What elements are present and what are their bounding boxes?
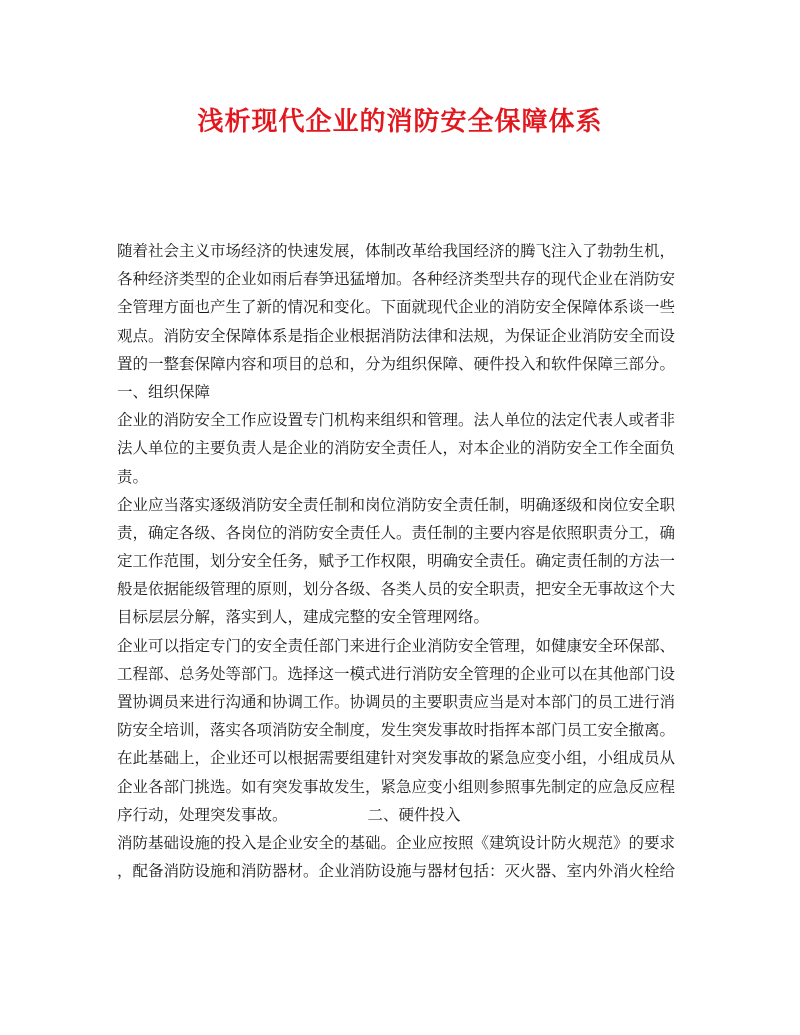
- section-heading-1: 一、组织保障: [117, 382, 211, 401]
- text-line: 防安全培训，落实各项消防安全制度，发生突发事故时指挥本部门员工安全撤离。: [117, 721, 676, 740]
- document-title: 浅析现代企业的消防安全保障体系: [197, 107, 603, 137]
- section-heading-2: 二、硬件投入: [367, 805, 461, 824]
- text-line: 消防基础设施的投入是企业安全的基础。企业应按照《建筑设计防火规范》的要求: [117, 833, 676, 852]
- text-line-with-heading: [117, 801, 689, 829]
- text-line: 工程部、总务处等部门。选择这一模式进行消防安全管理的企业可以在其他部门设: [117, 664, 676, 683]
- text-line: 置协调员来进行沟通和协调工作。协调员的主要职责应当是对本部门的员工进行消: [117, 693, 676, 711]
- text-line: 企业可以指定专门的安全责任部门来进行企业消防安全管理，如健康安全环保部、: [117, 636, 676, 655]
- document-body: [117, 237, 689, 885]
- text-line: 置的一整套保障内容和项目的总和，分为组织保障、硬件投入和软件保障三部分。: [117, 354, 676, 373]
- text-line: 观点。消防安全保障体系是指企业根据消防法律和法规，为保证企业消防安全而设: [117, 326, 676, 345]
- text-line: 全管理方面也产生了新的情况和变化。下面就现代企业的消防安全保障体系谈一些: [117, 298, 676, 317]
- text-line: 随着社会主义市场经济的快速发展，体制改革给我国经济的腾飞注入了勃勃生机，: [117, 242, 676, 260]
- text-line: 定工作范围，划分安全任务，赋予工作权限，明确安全责任。确定责任制的方法一: [117, 552, 676, 571]
- text-line: 责，确定各级、各岗位的消防安全责任人。责任制的主要内容是依照职责分工，确: [117, 523, 676, 542]
- text-line: 般是依据能级管理的原则，划分各级、各类人员的安全职责，把安全无事故这个大: [117, 580, 676, 599]
- text-fragment: 序行动，处理突发事故。: [117, 805, 288, 824]
- text-line: 企业应当落实逐级消防安全责任制和岗位消防安全责任制，明确逐级和岗位安全职: [117, 495, 676, 514]
- text-line: 各种经济类型的企业如雨后春笋迅猛增加。各种经济类型共存的现代企业在消防安: [117, 270, 676, 289]
- text-line: 法人单位的主要负责人是企业的消防安全责任人，对本企业的消防安全工作全面负: [117, 439, 676, 458]
- text-line: 目标层层分解，落实到人，建成完整的安全管理网络。: [117, 608, 490, 627]
- text-line: 企业的消防安全工作应设置专门机构来组织和管理。法人单位的法定代表人或者非: [117, 411, 676, 430]
- text-line: 企业各部门挑选。如有突发事故发生，紧急应变小组则参照事先制定的应急反应程: [117, 777, 676, 796]
- text-line: 责。: [117, 467, 149, 486]
- text-line: 在此基础上，企业还可以根据需要组建针对突发事故的紧急应变小组，小组成员从: [117, 749, 676, 768]
- text-line: ，配备消防设施和消防器材。企业消防设施与器材包括：灭火器、室内外消火栓给: [117, 862, 676, 881]
